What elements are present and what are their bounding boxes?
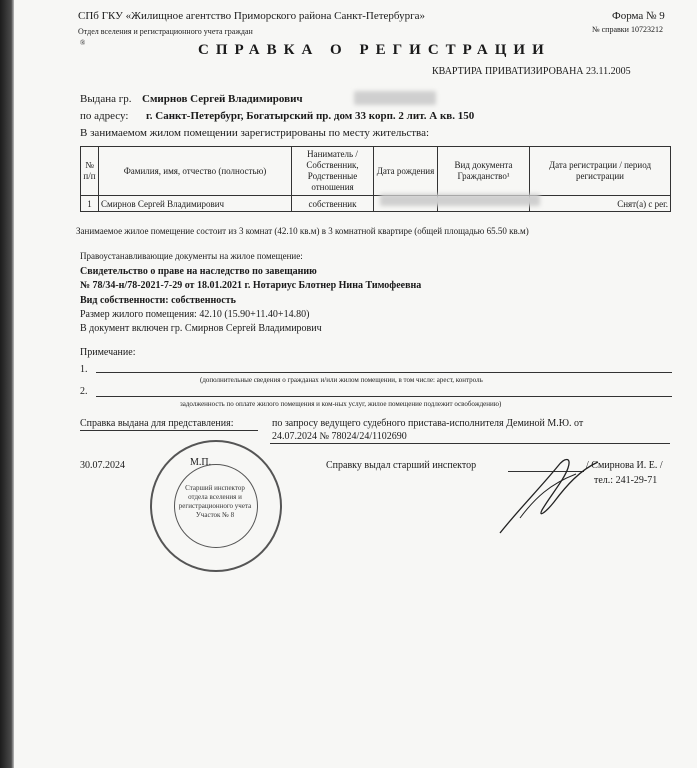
registration-table bbox=[80, 146, 671, 212]
col-header-document: Вид документа Гражданство¹ bbox=[438, 147, 530, 196]
rooms-info: Занимаемое жилое помещение состоит из 3 комнат (42.10 кв.м) в 3 комнатной квартире (общей площадью 65.50 кв.м) bbox=[76, 226, 529, 236]
cell-full-name: Смирнов Сергей Владимирович bbox=[99, 196, 292, 212]
org-name: СПб ГКУ «Жилищное агентство Приморского района Санкт-Петербурга» bbox=[78, 10, 425, 22]
area-info: Размер жилого помещения: 42.10 (15.90+11.40+14.80) bbox=[80, 309, 310, 320]
handwritten-signature bbox=[480, 448, 610, 538]
registered-mark: ® bbox=[80, 39, 86, 47]
seal-place-mark: М.П. bbox=[190, 457, 212, 468]
presented-underline bbox=[270, 443, 670, 444]
document-title: СПРАВКА О РЕГИСТРАЦИИ bbox=[198, 42, 551, 58]
col-header-registration-date: Дата регистрации / период регистрации bbox=[530, 147, 671, 196]
issuer-label: Справку выдал старший инспектор bbox=[326, 460, 477, 471]
title-doc-2: № 78/34-н/78-2021-7-29 от 18.01.2021 г. Нотариус Блотнер Нина Тимофеевна bbox=[80, 280, 422, 291]
registered-intro: В занимаемом жилом помещении зарегистрированы по месту жительства: bbox=[80, 127, 430, 139]
col-header-relation: Наниматель / Собственник, Родственные отношения bbox=[292, 147, 374, 196]
table-header-row bbox=[81, 147, 671, 196]
note-2-number: 2. bbox=[80, 386, 88, 397]
issue-date: 30.07.2024 bbox=[80, 460, 125, 471]
note-1-number: 1. bbox=[80, 364, 88, 375]
cell-relation: собственник bbox=[292, 196, 374, 212]
col-header-full-name: Фамилия, имя, отчество (полностью) bbox=[99, 147, 292, 196]
presented-label-underline bbox=[80, 430, 258, 431]
cell-registration-date: Снят(а) с рег. bbox=[530, 196, 671, 212]
presented-line-2: 24.07.2024 № 78024/24/1102690 bbox=[272, 431, 407, 442]
presented-label: Справка выдана для представления: bbox=[80, 418, 234, 429]
privatized-note: КВАРТИРА ПРИВАТИЗИРОВАНА 23.11.2005 bbox=[432, 66, 631, 77]
note-1-line bbox=[96, 372, 672, 373]
presented-line-1: по запросу ведущего судебного пристава-исполнителя Деминой М.Ю. от bbox=[272, 418, 584, 429]
cell-number: 1 bbox=[81, 196, 99, 212]
ownership-type: Вид собственности: собственность bbox=[80, 295, 236, 306]
stamp-text: Старший инспектор отдела вселения и регистрационного учета Участок № 8 bbox=[178, 484, 252, 519]
issuer-phone: тел.: 241-29-71 bbox=[594, 475, 658, 486]
included-person: В документ включен гр. Смирнов Сергей Владимирович bbox=[80, 323, 322, 334]
note-1-hint: (дополнительные сведения о гражданах и/или жилом помещении, в том числе: арест, контроль bbox=[200, 376, 483, 384]
note-label: Примечание: bbox=[80, 347, 136, 358]
title-doc-1: Свидетельство о праве на наследство по завещанию bbox=[80, 266, 317, 277]
title-docs-label: Правоустанавливающие документы на жилое помещение: bbox=[80, 251, 303, 261]
address-value: г. Санкт-Петербург, Богатырский пр. дом 33 корп. 2 лит. А кв. 150 bbox=[146, 110, 475, 122]
scan-dark-edge bbox=[0, 0, 14, 768]
form-number: Форма № 9 bbox=[612, 10, 665, 22]
note-2-hint: задолженность по оплате жилого помещения и ком-ных услуг, жилое помещение подлежит освобождению) bbox=[180, 400, 502, 408]
note-2-line bbox=[96, 396, 672, 397]
col-header-birth-date: Дата рождения bbox=[374, 147, 438, 196]
redacted-field bbox=[354, 91, 436, 105]
dept-name: Отдел вселения и регистрационного учета граждан bbox=[78, 27, 253, 36]
issuer-name: / Смирнова И. Е. / bbox=[586, 460, 663, 471]
redacted-cells bbox=[380, 194, 540, 206]
table-row bbox=[81, 196, 671, 212]
issued-to-label: Выдана гр. bbox=[80, 93, 132, 105]
reference-number: № справки 10723212 bbox=[592, 25, 663, 34]
col-header-number: № п/п bbox=[81, 147, 99, 196]
address-label: по адресу: bbox=[80, 110, 129, 122]
issued-to-name: Смирнов Сергей Владимирович bbox=[142, 93, 303, 105]
